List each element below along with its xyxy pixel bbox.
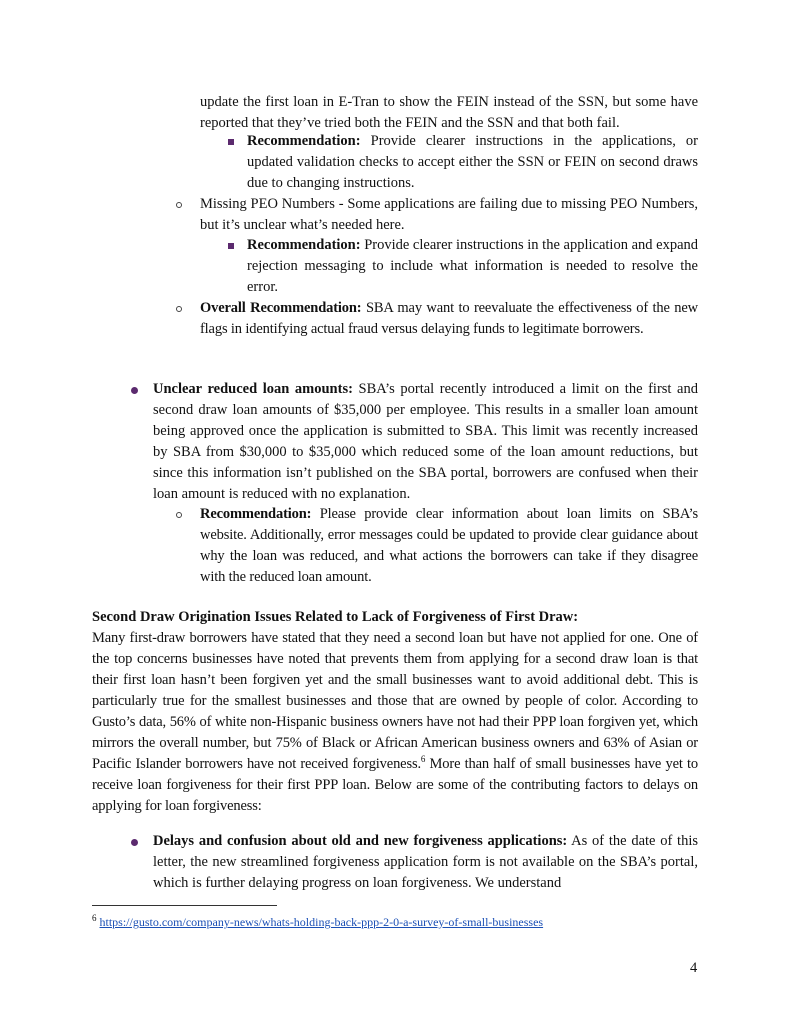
recommendation-1 (247, 131, 698, 194)
recommendation-3-label: Recommendation: (200, 506, 312, 522)
filled-bullet-icon (131, 387, 138, 394)
circle-bullet-icon (176, 306, 182, 312)
continuation-text: update the first loan in E-Tran to show the FEIN instead of the SSN, but some have reported that they’ve tried both the FEIN and the SSN and that both fail. (200, 94, 698, 131)
section-body-text: Many first-draw borrowers have stated that they need a second loan but have not applied for one. One of the top concerns businesses have noted that prevents them from applying for a second draw loan is that their first loan hasn’t been forgiven yet and the small businesses want to avoid additional debt. This is particularly true for the smallest businesses and those that are owned by people of color. According to Gusto’s data, 56% of white non-Hispanic business owners have not had their PPP loan forgiven yet, which mirrors the overall number, but 75% of Black or African American business owners and 63% of Asian or Pacific Islander borrowers have not received forgiveness. (92, 630, 698, 772)
unclear-loan-text: SBA’s portal recently introduced a limit on the first and second draw loan amounts of $35,000 per employee. This results in a smaller loan amount being approved once the application is submitted to SBA. This limit was recently increased by SBA from $30,000 to $35,000 which reduced some of the loan amount reductions, but since this information isn’t published on the SBA portal, borrowers are confused when their loan amount is reduced with no explanation. (153, 381, 698, 502)
overall-recommendation-label: Overall Recommendation: (200, 300, 362, 316)
delays-confusion-item (153, 831, 698, 894)
recommendation-1-text: Provide clearer instructions in the applications, or updated validation checks to accept either the SSN or FEIN on second draws due to changing instructions. (247, 133, 698, 191)
footnote-link[interactable]: https://gusto.com/company-news/whats-holding-back-ppp-2-0-a-survey-of-small-businesses (99, 915, 544, 929)
recommendation-3-text: Please provide clear information about loan limits on SBA’s website. Additionally, error messages could be updated to provide clear guidance about why the loan was reduced, and what actions the borrowers can take if they disagree with the reduced loan amount. (200, 506, 698, 585)
recommendation-2 (247, 235, 698, 298)
delays-text: As of the date of this letter, the new streamlined forgiveness application form is not available on the SBA’s portal, which is further delaying progress on loan forgiveness. We understand (153, 833, 698, 891)
missing-peo-text: Missing PEO Numbers - Some applications are failing due to missing PEO Numbers, but it’s unclear what’s needed here. (200, 196, 698, 233)
circle-bullet-icon (176, 512, 182, 518)
footnote-divider (92, 905, 277, 906)
unclear-reduced-loan-amounts (153, 379, 698, 505)
unclear-loan-label: Unclear reduced loan amounts: (153, 381, 353, 397)
recommendation-2-text: Provide clearer instructions in the application and expand rejection messaging to include what information is needed to resolve the error. (247, 237, 699, 295)
recommendation-2-label: Recommendation: (247, 237, 361, 253)
square-bullet-icon (228, 243, 234, 249)
missing-peo-item (200, 194, 698, 236)
page-number: 4 (690, 960, 698, 976)
recommendation-1-label: Recommendation: (247, 133, 361, 149)
section-heading: Second Draw Origination Issues Related to Lack of Forgiveness of First Draw: (92, 609, 579, 625)
section-body (92, 628, 698, 817)
footnote (92, 914, 543, 930)
delays-label: Delays and confusion about old and new forgiveness applications: (153, 833, 568, 849)
footnote-number: 6 (92, 913, 97, 923)
overall-recommendation-text: SBA may want to reevaluate the effectiveness of the new flags in identifying actual fraud versus delaying funds to legitimate borrowers. (200, 300, 698, 337)
recommendation-3 (200, 504, 698, 588)
filled-bullet-icon (131, 839, 138, 846)
square-bullet-icon (228, 139, 234, 145)
circle-bullet-icon (176, 202, 182, 208)
footnote-reference[interactable]: 6 (420, 754, 426, 765)
overall-recommendation (200, 298, 698, 340)
section-body-text-2: More than half of small businesses have yet to receive loan forgiveness for their first PPP loan. Below are some of the contributing factors to delays on applying for loan forgiveness: (92, 756, 698, 814)
continuation-paragraph (200, 92, 698, 134)
